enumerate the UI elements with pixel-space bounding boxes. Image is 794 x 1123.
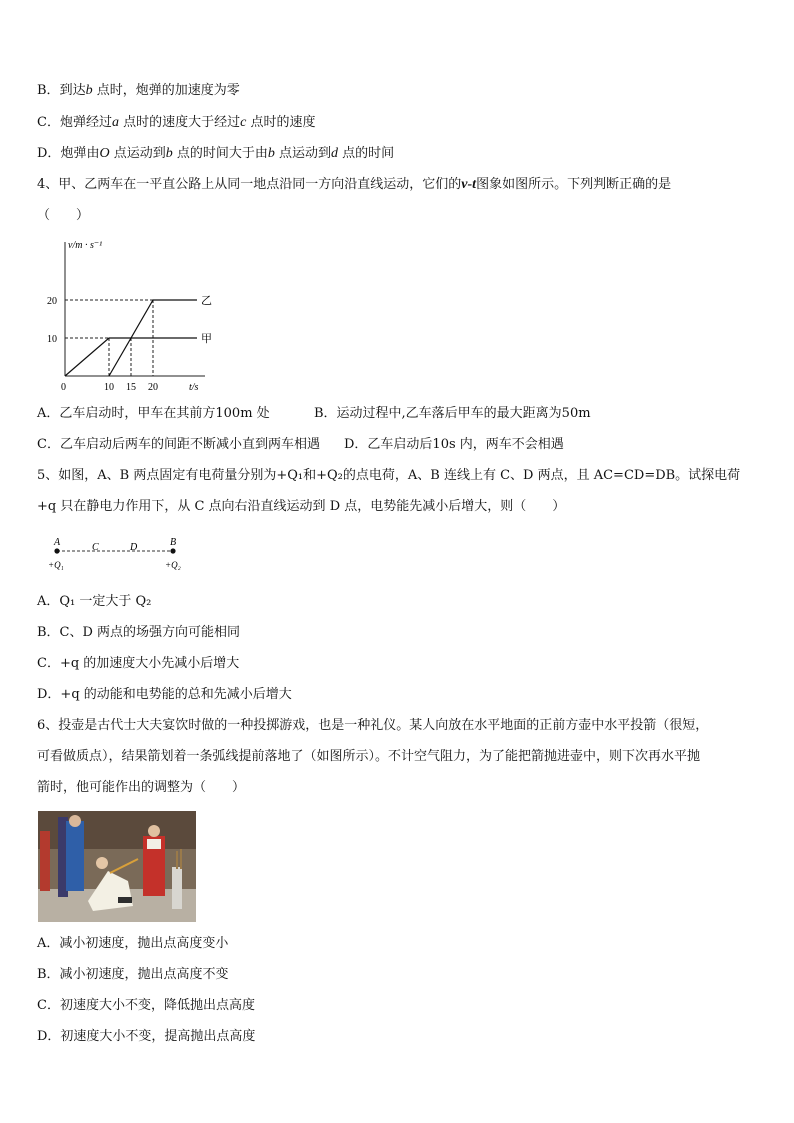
touhu-photo — [38, 811, 196, 922]
point-var: O — [99, 146, 110, 161]
question-number: 5、 — [37, 468, 59, 483]
q4-blank: （ ） — [37, 208, 90, 223]
point-var: b — [267, 146, 275, 161]
charge-b-dot — [170, 548, 175, 553]
charge-line-figure — [44, 533, 194, 573]
option-text: 点时，炮弹的加速度为零 — [92, 83, 240, 98]
option-label: C． — [37, 115, 60, 130]
x-tick-label: 15 — [126, 382, 136, 393]
q5-stem-line1 — [37, 467, 740, 485]
series-label: 乙 — [201, 295, 212, 307]
x-axis-label: t/s — [189, 382, 199, 393]
q6-option-a: A．减小初速度，抛出点高度变小 — [37, 936, 229, 951]
q6-option-d: D．初速度大小不变，提高抛出点高度 — [37, 1029, 256, 1044]
x-tick-label: 20 — [148, 382, 158, 393]
x-tick-label: 0 — [61, 382, 66, 393]
option-text: 点的时间 — [338, 146, 395, 161]
point-var: c — [240, 115, 247, 130]
point-label-a: A — [54, 537, 61, 548]
prev-option-b — [37, 82, 240, 100]
question-number: 4、 — [37, 177, 59, 192]
q5-stem-line2: +q 只在静电力作用下，从 C 点向右沿直线运动到 D 点，电势能先减小后增大，则（ ） — [37, 499, 566, 514]
option-text: 点的时间大于由 — [172, 146, 268, 161]
prev-option-d — [37, 145, 394, 163]
question-text: 图象如图所示。下列判断正确的是 — [476, 177, 672, 192]
option-text: 炮弹经过 — [59, 115, 112, 130]
series-label: 甲 — [201, 333, 212, 345]
question-text: 甲、乙两车在一平直公路上从同一地点沿同一方向沿直线运动，它们的 — [58, 177, 462, 192]
q6-option-c: C．初速度大小不变，降低抛出点高度 — [37, 998, 255, 1013]
y-tick-label: 20 — [47, 296, 57, 307]
option-text: 点时的速度大于经过 — [118, 115, 241, 130]
option-text: 点运动到 — [274, 146, 331, 161]
q4-option-a: A．乙车启动时，甲车在其前方100m 处 — [37, 406, 270, 421]
point-label-c: C — [92, 542, 99, 553]
point-label-b: B — [170, 537, 177, 548]
q4-option-d: D．乙车启动后10s 内，两车不会相遇 — [344, 437, 564, 452]
option-label: D． — [37, 146, 61, 161]
q4-stem — [37, 176, 671, 194]
point-label-d: D — [130, 542, 138, 553]
q6-stem-line2: 可看做质点），结果箭划着一条弧线提前落地了（如图所示）。不计空气阻力，为了能把箭抛进壶中，则下次再水平抛 — [37, 749, 701, 764]
question-text: 投壶是古代士大夫宴饮时做的一种投掷游戏，也是一种礼仪。某人向放在水平地面的正前方壶中水平投箭（很短， — [58, 718, 709, 733]
option-label: B． — [37, 83, 60, 98]
y-tick-label: 10 — [47, 334, 57, 345]
point-var: b — [85, 83, 93, 98]
question-text: 如图，A、B 两点固定有电荷量分别为+Q₁和+Q₂的点电荷，A、B 连线上有 C、D 两点，且 AC=CD=DB。试探电荷 — [58, 468, 741, 483]
vt-chart — [40, 236, 230, 394]
option-text: 点时的速度 — [246, 115, 316, 130]
vt-label: v-t — [461, 177, 477, 192]
q5-option-a: A．Q₁ 一定大于 Q₂ — [37, 594, 152, 609]
prev-option-c — [37, 114, 315, 132]
option-text: 点运动到 — [109, 146, 166, 161]
charge-label-q1: +Q₁ — [48, 560, 64, 570]
q5-option-b: B．C、D 两点的场强方向可能相同 — [37, 625, 241, 640]
x-tick-label: 10 — [104, 382, 114, 393]
question-number: 6、 — [37, 718, 59, 733]
q4-option-c: C．乙车启动后两车的间距不断减小直到两车相遇 — [37, 437, 320, 452]
option-text: 到达 — [59, 83, 86, 98]
q6-stem-line3: 箭时，他可能作出的调整为（ ） — [37, 780, 246, 795]
point-var: b — [165, 146, 173, 161]
q6-stem-line1 — [37, 717, 708, 735]
q6-option-b: B．减小初速度，抛出点高度不变 — [37, 967, 229, 982]
y-axis-label: v/m · s⁻¹ — [68, 240, 103, 251]
charge-a-dot — [54, 548, 59, 553]
q5-option-c: C．+q 的加速度大小先减小后增大 — [37, 656, 240, 671]
point-var: d — [331, 146, 338, 161]
point-var: a — [111, 115, 119, 130]
charge-label-q2: +Q₂ — [165, 560, 181, 570]
option-text: 炮弹由 — [60, 146, 100, 161]
q4-option-b: B．运动过程中,乙车落后甲车的最大距离为50m — [314, 406, 591, 421]
q5-option-d: D．+q 的动能和电势能的总和先减小后增大 — [37, 687, 292, 702]
